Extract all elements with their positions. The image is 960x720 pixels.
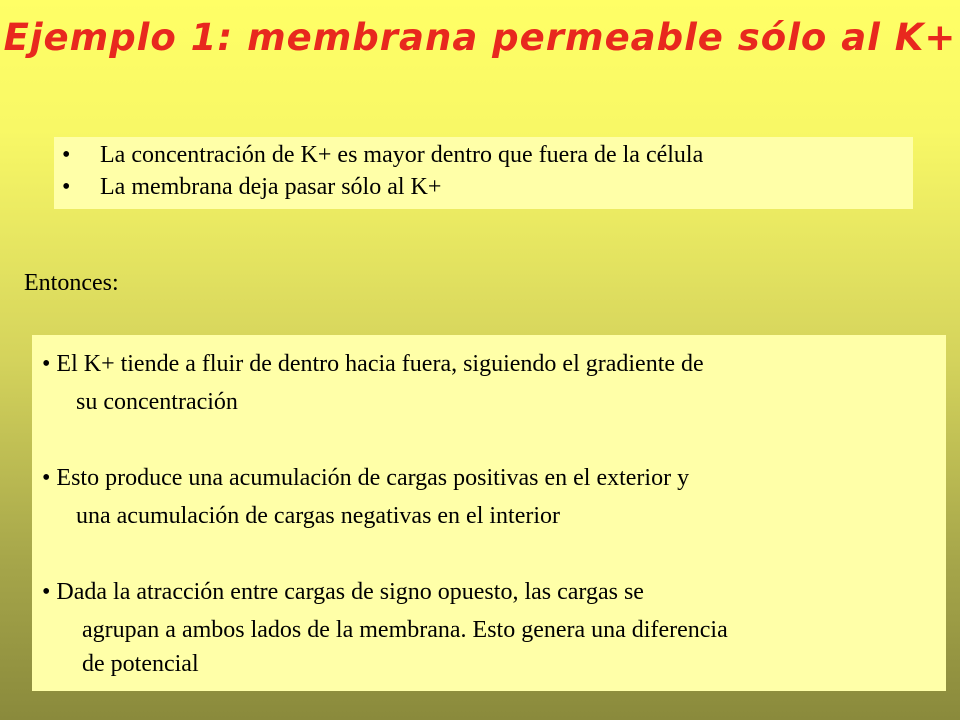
slide-title: Ejemplo 1: membrana permeable sólo al K+ xyxy=(3,16,957,59)
point-line: • Dada la atracción entre cargas de signo opuesto, las cargas se xyxy=(42,579,644,605)
entonces-label: Entonces: xyxy=(24,270,119,296)
explanation-point xyxy=(42,573,728,679)
point-line: agrupan a ambos lados de la membrana. Esto genera una diferencia xyxy=(82,617,728,643)
point-line: de potencial xyxy=(82,651,199,677)
intro-box: • La concentración de K+ es mayor dentro que fuera de la célula • La membrana deja pasar sólo al K+ xyxy=(54,137,913,209)
explanation-box xyxy=(32,335,946,691)
explanation-point xyxy=(42,345,704,421)
intro-bullet-text: La concentración de K+ es mayor dentro que fuera de la célula xyxy=(100,142,704,168)
point-line: • Esto produce una acumulación de cargas positivas en el exterior y xyxy=(42,465,690,491)
explanation-point xyxy=(42,459,689,535)
point-line: su concentración xyxy=(76,389,238,415)
point-line: una acumulación de cargas negativas en el interior xyxy=(76,503,561,529)
intro-bullet-text: La membrana deja pasar sólo al K+ xyxy=(100,174,442,200)
point-line: • El K+ tiende a fluir de dentro hacia fuera, siguiendo el gradiente de xyxy=(42,351,704,377)
